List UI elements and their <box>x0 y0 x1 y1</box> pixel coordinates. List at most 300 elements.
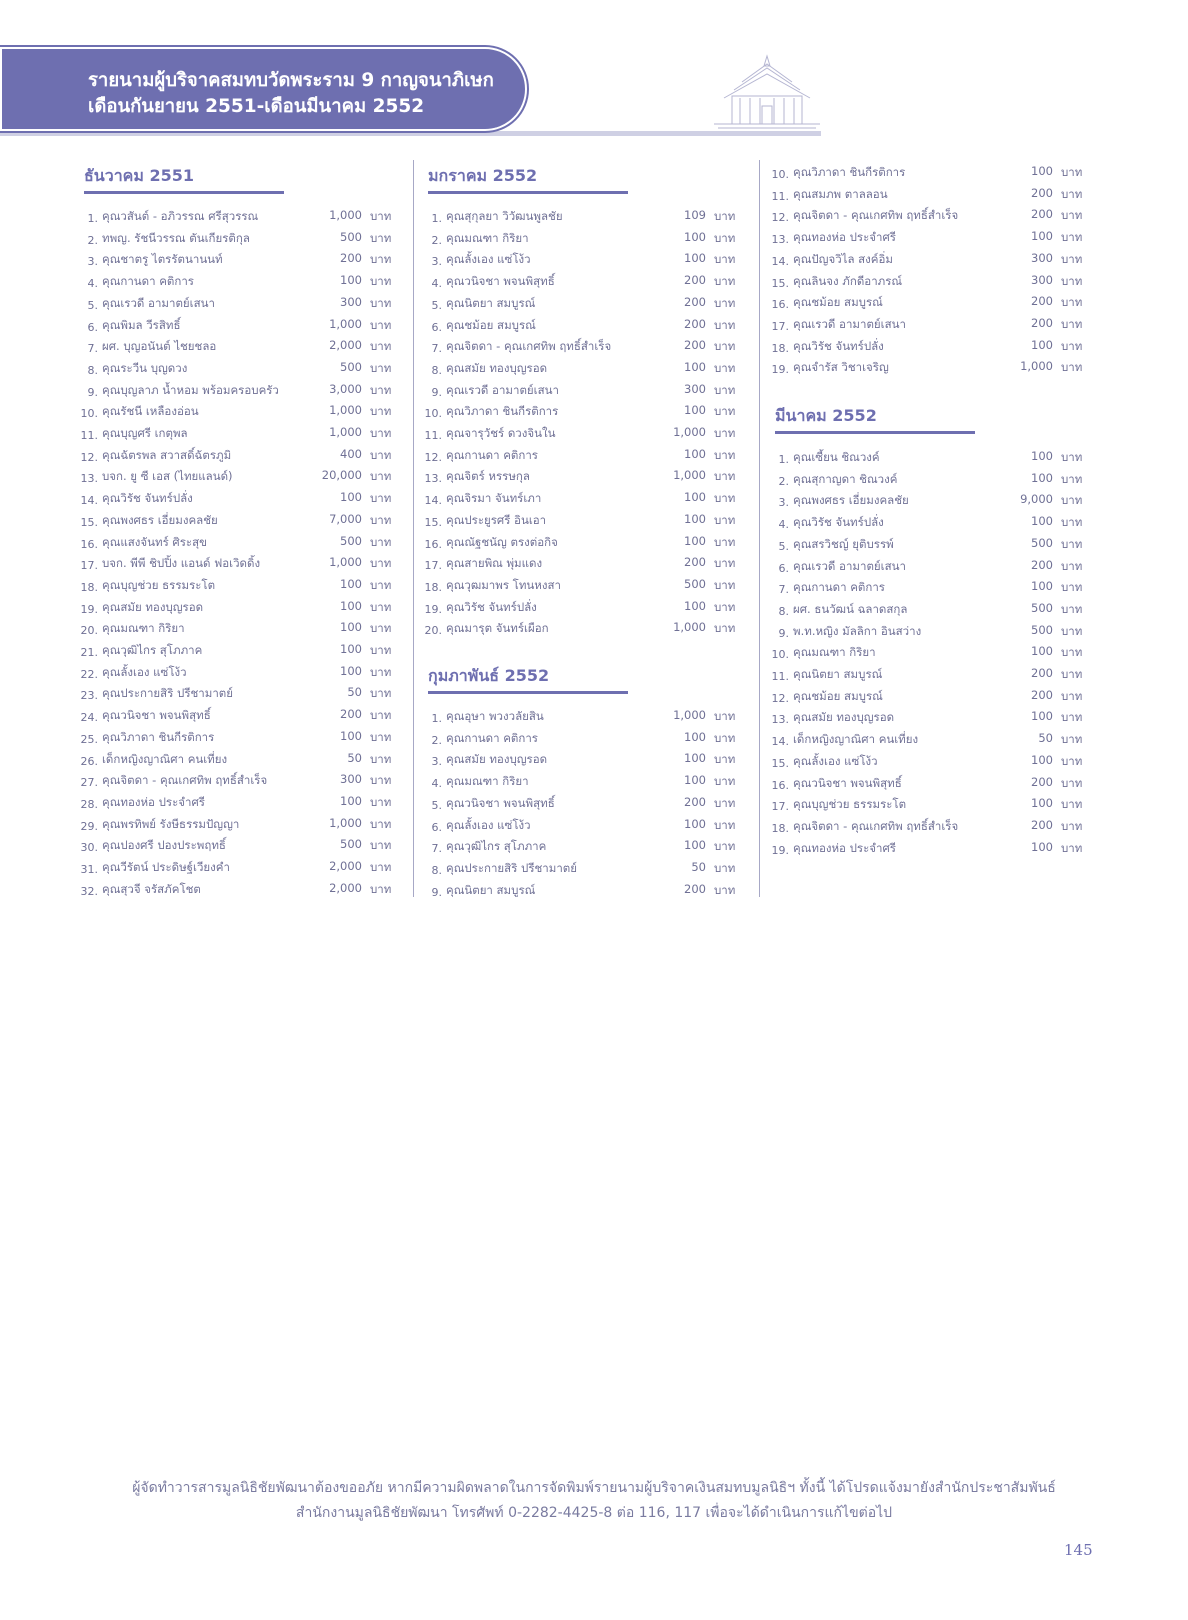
donor-amount: 2,000 <box>329 880 362 895</box>
currency-unit: บาท <box>370 469 392 484</box>
donor-number: 7. <box>431 342 442 356</box>
donor-amount: 200 <box>1031 774 1053 789</box>
donor-number: 15. <box>771 276 789 290</box>
donor-row <box>769 514 1089 535</box>
donor-row <box>78 642 398 663</box>
donor-name: คุณปองศรี ปองประพฤทธิ์ <box>102 838 226 853</box>
currency-unit: บาท <box>714 730 736 745</box>
currency-unit: บาท <box>714 556 736 571</box>
donor-row <box>78 664 398 685</box>
donor-amount: 100 <box>340 728 362 743</box>
donor-row <box>78 751 398 772</box>
currency-unit: บาท <box>370 599 392 614</box>
donor-row <box>769 796 1089 817</box>
donor-row <box>78 208 398 229</box>
donor-row <box>769 251 1089 272</box>
donor-number: 10. <box>80 407 98 421</box>
donor-row <box>769 688 1089 709</box>
donor-number: 4. <box>87 277 98 291</box>
donor-number: 18. <box>771 341 789 355</box>
donor-number: 27. <box>80 776 98 790</box>
currency-unit: บาท <box>370 274 392 289</box>
header-divider-line <box>0 131 821 136</box>
donor-row <box>422 403 742 424</box>
donor-name: คุณพิมล วีรสิทธิ์ <box>102 317 181 332</box>
donor-row <box>78 859 398 880</box>
donor-number: 21. <box>80 646 98 659</box>
currency-unit: บาท <box>1061 797 1083 812</box>
donor-amount: 500 <box>340 533 362 548</box>
donor-row <box>422 773 742 794</box>
donor-number: 17. <box>80 559 98 573</box>
donor-amount: 500 <box>1031 622 1053 637</box>
donor-number: 20. <box>424 624 442 638</box>
currency-unit: บาท <box>1061 360 1083 375</box>
donor-row <box>422 468 742 489</box>
donor-number: 11. <box>771 670 789 683</box>
donor-number: 3. <box>431 255 442 269</box>
donor-row <box>769 164 1089 185</box>
donor-row <box>422 490 742 511</box>
donor-number: 12. <box>424 450 442 464</box>
donor-amount: 100 <box>1031 579 1053 594</box>
donor-amount: 1,000 <box>329 425 362 439</box>
donor-row <box>78 273 398 294</box>
donor-name: คุณวิรัช จันทร์ปลั่ง <box>793 515 884 530</box>
donor-row <box>422 382 742 403</box>
donor-name: คุณประกายสิริ ปรีชามาตย์ <box>446 860 578 875</box>
donor-number: 2. <box>431 733 442 747</box>
donor-number: 18. <box>80 580 98 594</box>
donor-amount: 1,000 <box>673 468 706 483</box>
donor-name: คุณนิตยา สมบูรณ์ <box>446 295 536 310</box>
donor-row <box>769 207 1089 228</box>
donor-amount: 100 <box>1031 752 1053 767</box>
donor-row <box>78 837 398 858</box>
currency-unit: บาท <box>370 708 392 723</box>
currency-unit: บาท <box>370 295 392 310</box>
donor-amount: 1,000 <box>329 316 362 331</box>
currency-unit: บาท <box>1061 450 1083 464</box>
donor-amount: 200 <box>684 794 706 809</box>
donor-amount: 1,000 <box>1020 359 1053 374</box>
donor-name: คุณวนิจชา พจนพิสุทธิ์ <box>793 775 902 790</box>
donor-amount: 50 <box>1038 731 1053 746</box>
donor-number: 31. <box>80 863 98 876</box>
donor-name: คุณลั้งเอง แซ่โง้ว <box>446 817 531 832</box>
donor-amount: 100 <box>340 642 362 656</box>
donor-amount: 200 <box>1031 687 1053 702</box>
donor-amount: 200 <box>1031 817 1053 832</box>
donor-name: คุณสมัย ทองบุญรอด <box>102 599 204 614</box>
currency-unit: บาท <box>370 860 392 874</box>
currency-unit: บาท <box>370 404 392 419</box>
donor-amount: 200 <box>1031 666 1053 680</box>
donor-name: คุณพงศธร เอี่ยมงคลชัย <box>102 512 218 527</box>
donor-amount: 100 <box>340 793 362 808</box>
currency-unit: บาท <box>1061 710 1083 725</box>
donor-name: คุณสายพิณ พุ่มแดง <box>446 556 543 571</box>
donor-number: 11. <box>80 429 98 442</box>
donor-number: 8. <box>431 863 442 877</box>
donor-row <box>78 816 398 837</box>
donor-amount: 100 <box>684 229 706 244</box>
currency-unit: บาท <box>370 577 392 592</box>
currency-unit: บาท <box>1061 186 1083 201</box>
donor-row <box>422 273 742 294</box>
donor-name: คุณสุวจี จรัสภัคโชต <box>102 881 201 896</box>
donor-row <box>78 468 398 489</box>
currency-unit: บาท <box>1061 818 1083 833</box>
month-heading: กุมภาพันธ์ 2552 <box>428 666 550 685</box>
donor-row <box>769 753 1089 774</box>
donor-amount: 1,000 <box>329 555 362 570</box>
currency-unit: บาท <box>714 882 736 897</box>
donor-number: 9. <box>431 885 442 899</box>
donor-amount: 300 <box>340 294 362 309</box>
currency-unit: บาท <box>714 491 736 506</box>
donor-name: คุณทองห่อ ประจำศรี <box>793 840 896 855</box>
donor-name: คุณกานดา คติการ <box>446 730 538 745</box>
donor-row <box>78 599 398 620</box>
donor-name: คุณวนิจชา พจนพิสุทธิ์ <box>446 795 555 810</box>
currency-unit: บาท <box>1061 273 1083 288</box>
donor-row <box>769 186 1089 207</box>
donor-name: คุณอุษา พวงวลัยสิน <box>446 709 544 723</box>
donor-row <box>78 360 398 381</box>
donor-number: 5. <box>87 298 98 312</box>
currency-unit: บาท <box>714 274 736 289</box>
currency-unit: บาท <box>1061 295 1083 310</box>
donor-number: 7. <box>431 842 442 856</box>
donor-number: 16. <box>80 537 98 551</box>
donor-row <box>769 536 1089 557</box>
donor-number: 17. <box>771 319 789 333</box>
donor-number: 5. <box>778 539 789 553</box>
donor-row <box>78 620 398 641</box>
currency-unit: บาท <box>370 491 392 506</box>
donor-name: คุณวุฒิไกร สุโภภาค <box>446 839 547 854</box>
donor-name: คุณสุกุลยา วิวัฒนพูลชัย <box>446 209 563 223</box>
month-heading-underline <box>428 191 628 194</box>
donor-name: คุณบุญศรี เกตุพล <box>102 426 188 440</box>
donor-row <box>769 316 1089 337</box>
donor-row <box>78 512 398 533</box>
donor-row <box>422 620 742 641</box>
donor-number: 19. <box>80 602 98 616</box>
donor-name: บจก. พีพี ชิปปิ้ง แอนด์ ฟอเวิดดิ้ง <box>102 556 261 571</box>
donor-number: 13. <box>424 472 442 486</box>
donor-row <box>78 230 398 251</box>
donor-name: คุณณัฐชนัญ ตรงต่อกิจ <box>446 534 558 549</box>
currency-unit: บาท <box>370 838 392 853</box>
donor-amount: 100 <box>1031 164 1053 178</box>
donor-row <box>422 534 742 555</box>
donor-amount: 7,000 <box>329 511 362 526</box>
donor-amount: 100 <box>684 729 706 744</box>
currency-unit: บาท <box>1061 208 1083 223</box>
donor-row <box>422 295 742 316</box>
donor-row <box>78 577 398 598</box>
donor-name: คุณมณฑา กิริยา <box>446 230 529 245</box>
donor-row <box>769 666 1089 687</box>
donor-amount: 100 <box>684 446 706 461</box>
donor-row <box>769 775 1089 796</box>
currency-unit: บาท <box>714 860 736 875</box>
donor-amount: 1,000 <box>673 620 706 635</box>
donor-name: คุณเซี้ยน ชิณวงค์ <box>793 450 880 464</box>
donor-number: 8. <box>431 363 442 377</box>
donor-number: 16. <box>424 537 442 551</box>
currency-unit: บาท <box>370 230 392 245</box>
donor-name: คุณรัชนี เหลืองอ่อน <box>102 404 199 419</box>
donor-name: คุณมณฑา กิริยา <box>102 621 185 636</box>
donor-number: 29. <box>80 819 98 833</box>
donor-amount: 200 <box>340 251 362 266</box>
currency-unit: บาท <box>370 643 392 657</box>
donor-name: เด็กหญิงญาณิศา คนเที่ยง <box>102 751 228 766</box>
donor-amount: 100 <box>684 490 706 505</box>
donor-number: 14. <box>424 494 442 508</box>
donor-number: 5. <box>431 798 442 812</box>
donor-number: 17. <box>771 800 789 814</box>
donor-name: คุณชม้อย สมบูรณ์ <box>446 317 536 332</box>
currency-unit: บาท <box>714 599 736 614</box>
month-heading: ธันวาคม 2551 <box>84 166 195 185</box>
donor-number: 9. <box>87 385 98 399</box>
donor-number: 24. <box>80 711 98 725</box>
donor-amount: 300 <box>340 772 362 787</box>
donor-row <box>769 623 1089 644</box>
donor-name: คุณมารุต จันทร์เผือก <box>446 621 549 636</box>
donor-number: 2. <box>87 233 98 247</box>
currency-unit: บาท <box>1061 667 1083 681</box>
donor-number: 22. <box>80 667 98 681</box>
donor-amount: 100 <box>1031 709 1053 724</box>
donor-number: 8. <box>778 604 789 618</box>
donor-row <box>422 425 742 446</box>
donor-number: 16. <box>771 778 789 792</box>
donor-number: 19. <box>424 602 442 616</box>
donor-number: 28. <box>80 797 98 811</box>
donor-amount: 100 <box>684 251 706 266</box>
month-heading: มีนาคม 2552 <box>775 406 877 425</box>
donor-number: 20. <box>80 624 98 638</box>
donor-row <box>422 555 742 576</box>
donor-amount: 50 <box>347 750 362 765</box>
donor-amount: 500 <box>340 837 362 852</box>
donor-name: คุณชม้อย สมบูรณ์ <box>793 295 883 310</box>
donor-name: คุณเรวดี อามาตย์เสนา <box>793 558 906 573</box>
currency-unit: บาท <box>714 621 736 636</box>
donor-row <box>78 707 398 728</box>
donor-name: คุณสมัย ทองบุญรอด <box>446 360 548 375</box>
donor-name: คุณสรวิชญ์ ยุติบรรพ์ <box>793 536 894 551</box>
donor-name: คุณจิตดา - คุณเกศทิพ ฤทธิ์สำเร็จ <box>102 773 268 788</box>
currency-unit: บาท <box>1061 601 1083 616</box>
donor-name: คุณจำรัส วิชาเจริญ <box>793 360 889 375</box>
donor-row <box>769 644 1089 665</box>
donor-amount: 100 <box>684 773 706 788</box>
currency-unit: บาท <box>714 839 736 854</box>
donor-name: คุณพงศธร เอี่ยมงคลชัย <box>793 493 909 508</box>
donor-name: คุณจิตดา - คุณเกศทิพ ฤทธิ์สำเร็จ <box>793 208 959 223</box>
donor-amount: 100 <box>1031 229 1053 244</box>
donor-amount: 100 <box>340 576 362 591</box>
currency-unit: บาท <box>1061 558 1083 573</box>
donor-amount: 100 <box>684 598 706 613</box>
donor-amount: 200 <box>340 707 362 722</box>
donor-row <box>422 708 742 729</box>
donor-amount: 9,000 <box>1020 492 1053 507</box>
donor-amount: 200 <box>1031 294 1053 309</box>
donor-number: 10. <box>424 407 442 421</box>
donor-name: คุณสมัย ทองบุญรอด <box>446 752 548 767</box>
currency-unit: บาท <box>714 209 736 223</box>
donor-number: 3. <box>87 255 98 269</box>
currency-unit: บาท <box>1061 493 1083 508</box>
donor-amount: 200 <box>1031 315 1053 330</box>
donor-name: คุณแสงจันทร์ ศิระสุข <box>102 534 207 549</box>
currency-unit: บาท <box>1061 230 1083 245</box>
donor-amount: 100 <box>684 511 706 526</box>
currency-unit: บาท <box>714 752 736 767</box>
currency-unit: บาท <box>1061 165 1083 179</box>
donor-name: คุณระวีน บุญดวง <box>102 360 188 375</box>
donor-row <box>422 447 742 468</box>
donor-amount: 500 <box>340 359 362 374</box>
donor-name: คุณวสันต์ - อภิวรรณ ศรีสุวรรณ <box>102 209 259 223</box>
donor-row <box>769 601 1089 622</box>
donor-row <box>769 449 1089 470</box>
donor-row <box>422 730 742 751</box>
donor-amount: 100 <box>1031 470 1053 485</box>
donor-row <box>422 751 742 772</box>
currency-unit: บาท <box>714 709 736 723</box>
donor-number: 23. <box>80 689 98 703</box>
donor-name: คุณทองห่อ ประจำศรี <box>793 230 896 245</box>
currency-unit: บาท <box>370 773 392 788</box>
donor-name: คุณพรทิพย์ รังษีธรรมปัญญา <box>102 816 240 831</box>
donor-number: 2. <box>431 233 442 247</box>
donor-amount: 1,000 <box>329 815 362 830</box>
donor-name: พ.ท.หญิง มัลลิกา อินสว่าง <box>793 623 922 638</box>
donor-row <box>769 840 1089 861</box>
currency-unit: บาท <box>1061 645 1083 660</box>
donor-row <box>769 709 1089 730</box>
donor-number: 5. <box>431 298 442 312</box>
donor-name: คุณลินจง ภักดีอาภรณ์ <box>793 273 903 288</box>
donor-name: คุณมณฑา กิริยา <box>793 645 876 660</box>
donor-name: คุณฉัตรพล สวาสดิ์ฉัตรภูมิ <box>102 447 232 462</box>
currency-unit: บาท <box>1061 338 1083 353</box>
donor-number: 9. <box>431 385 442 399</box>
donor-name: เด็กหญิงญาณิศา คนเที่ยง <box>793 732 919 747</box>
currency-unit: บาท <box>370 534 392 549</box>
donor-row <box>769 558 1089 579</box>
donor-amount: 109 <box>684 208 706 222</box>
donor-number: 4. <box>778 518 789 532</box>
donor-row <box>769 818 1089 839</box>
donor-name: คุณจิตดา - คุณเกศทิพ ฤทธิ์สำเร็จ <box>446 339 612 354</box>
donor-number: 7. <box>778 583 789 597</box>
donor-amount: 300 <box>1031 250 1053 265</box>
donor-number: 9. <box>778 626 789 640</box>
donor-name: คุณมณฑา กิริยา <box>446 774 529 789</box>
currency-unit: บาท <box>714 534 736 549</box>
donor-name: คุณจิรมา จันทร์เภา <box>446 491 542 506</box>
donor-number: 18. <box>771 821 789 835</box>
donor-name: คุณชม้อย สมบูรณ์ <box>793 688 883 703</box>
currency-unit: บาท <box>1061 753 1083 768</box>
donor-number: 15. <box>80 515 98 529</box>
donor-number: 19. <box>771 843 789 857</box>
currency-unit: บาท <box>714 230 736 245</box>
donor-row <box>422 208 742 229</box>
currency-unit: บาท <box>714 426 736 440</box>
donor-name: คุณลั้งเอง แซ่โง้ว <box>102 664 187 679</box>
donor-number: 11. <box>424 429 442 442</box>
donor-row <box>769 731 1089 752</box>
donor-number: 18. <box>424 580 442 594</box>
currency-unit: บาท <box>370 729 392 744</box>
donor-number: 1. <box>778 453 789 466</box>
donor-row <box>422 512 742 533</box>
donor-row <box>422 338 742 359</box>
donor-row <box>78 251 398 272</box>
donor-name: คุณวนิจชา พจนพิสุทธิ์ <box>446 274 555 289</box>
currency-unit: บาท <box>714 774 736 789</box>
donor-row <box>78 382 398 403</box>
donor-amount: 100 <box>340 598 362 613</box>
donor-name: คุณกานดา คติการ <box>102 274 194 289</box>
donor-number: 14. <box>80 494 98 508</box>
currency-unit: บาท <box>370 360 392 375</box>
donor-name: คุณปัญจวิไล สงค์อิ่ม <box>793 251 893 266</box>
donor-row <box>422 577 742 598</box>
donor-name: คุณวิภาดา ชินกีรติการ <box>793 165 906 179</box>
donor-row <box>78 729 398 750</box>
donor-row <box>78 295 398 316</box>
donor-amount: 100 <box>684 533 706 548</box>
donor-number: 3. <box>431 755 442 769</box>
donor-number: 3. <box>778 496 789 510</box>
donor-row <box>769 492 1089 513</box>
currency-unit: บาท <box>1061 316 1083 331</box>
donor-name: คุณสุกาญดา ชิณวงค์ <box>793 471 898 486</box>
donor-name: คุณวิรัช จันทร์ปลั่ง <box>102 491 193 506</box>
donor-amount: 500 <box>340 229 362 244</box>
donor-row <box>78 338 398 359</box>
donor-amount: 100 <box>340 273 362 288</box>
donor-name: คุณบุญช่วย ธรรมระโต <box>793 797 907 812</box>
donor-name: คุณลั้งเอง แซ่โง้ว <box>446 252 531 267</box>
donor-name: คุณวิรัช จันทร์ปลั่ง <box>446 599 537 614</box>
column-divider-1 <box>413 160 414 897</box>
currency-unit: บาท <box>370 621 392 636</box>
donor-name: คุณวนิจชา พจนพิสุทธิ์ <box>102 708 211 723</box>
month-heading-underline <box>84 191 284 194</box>
donor-number: 15. <box>424 515 442 529</box>
donor-row <box>769 273 1089 294</box>
donor-number: 30. <box>80 841 98 855</box>
donor-name: คุณกานดา คติการ <box>793 580 885 595</box>
header-title-line-2: เดือนกันยายน 2551-เดือนมีนาคม 2552 <box>88 96 425 117</box>
donor-number: 6. <box>87 320 98 334</box>
currency-unit: บาท <box>370 382 392 397</box>
currency-unit: บาท <box>714 404 736 419</box>
donor-name: คุณชาตรู ไตรรัตนานนท์ <box>102 252 223 267</box>
